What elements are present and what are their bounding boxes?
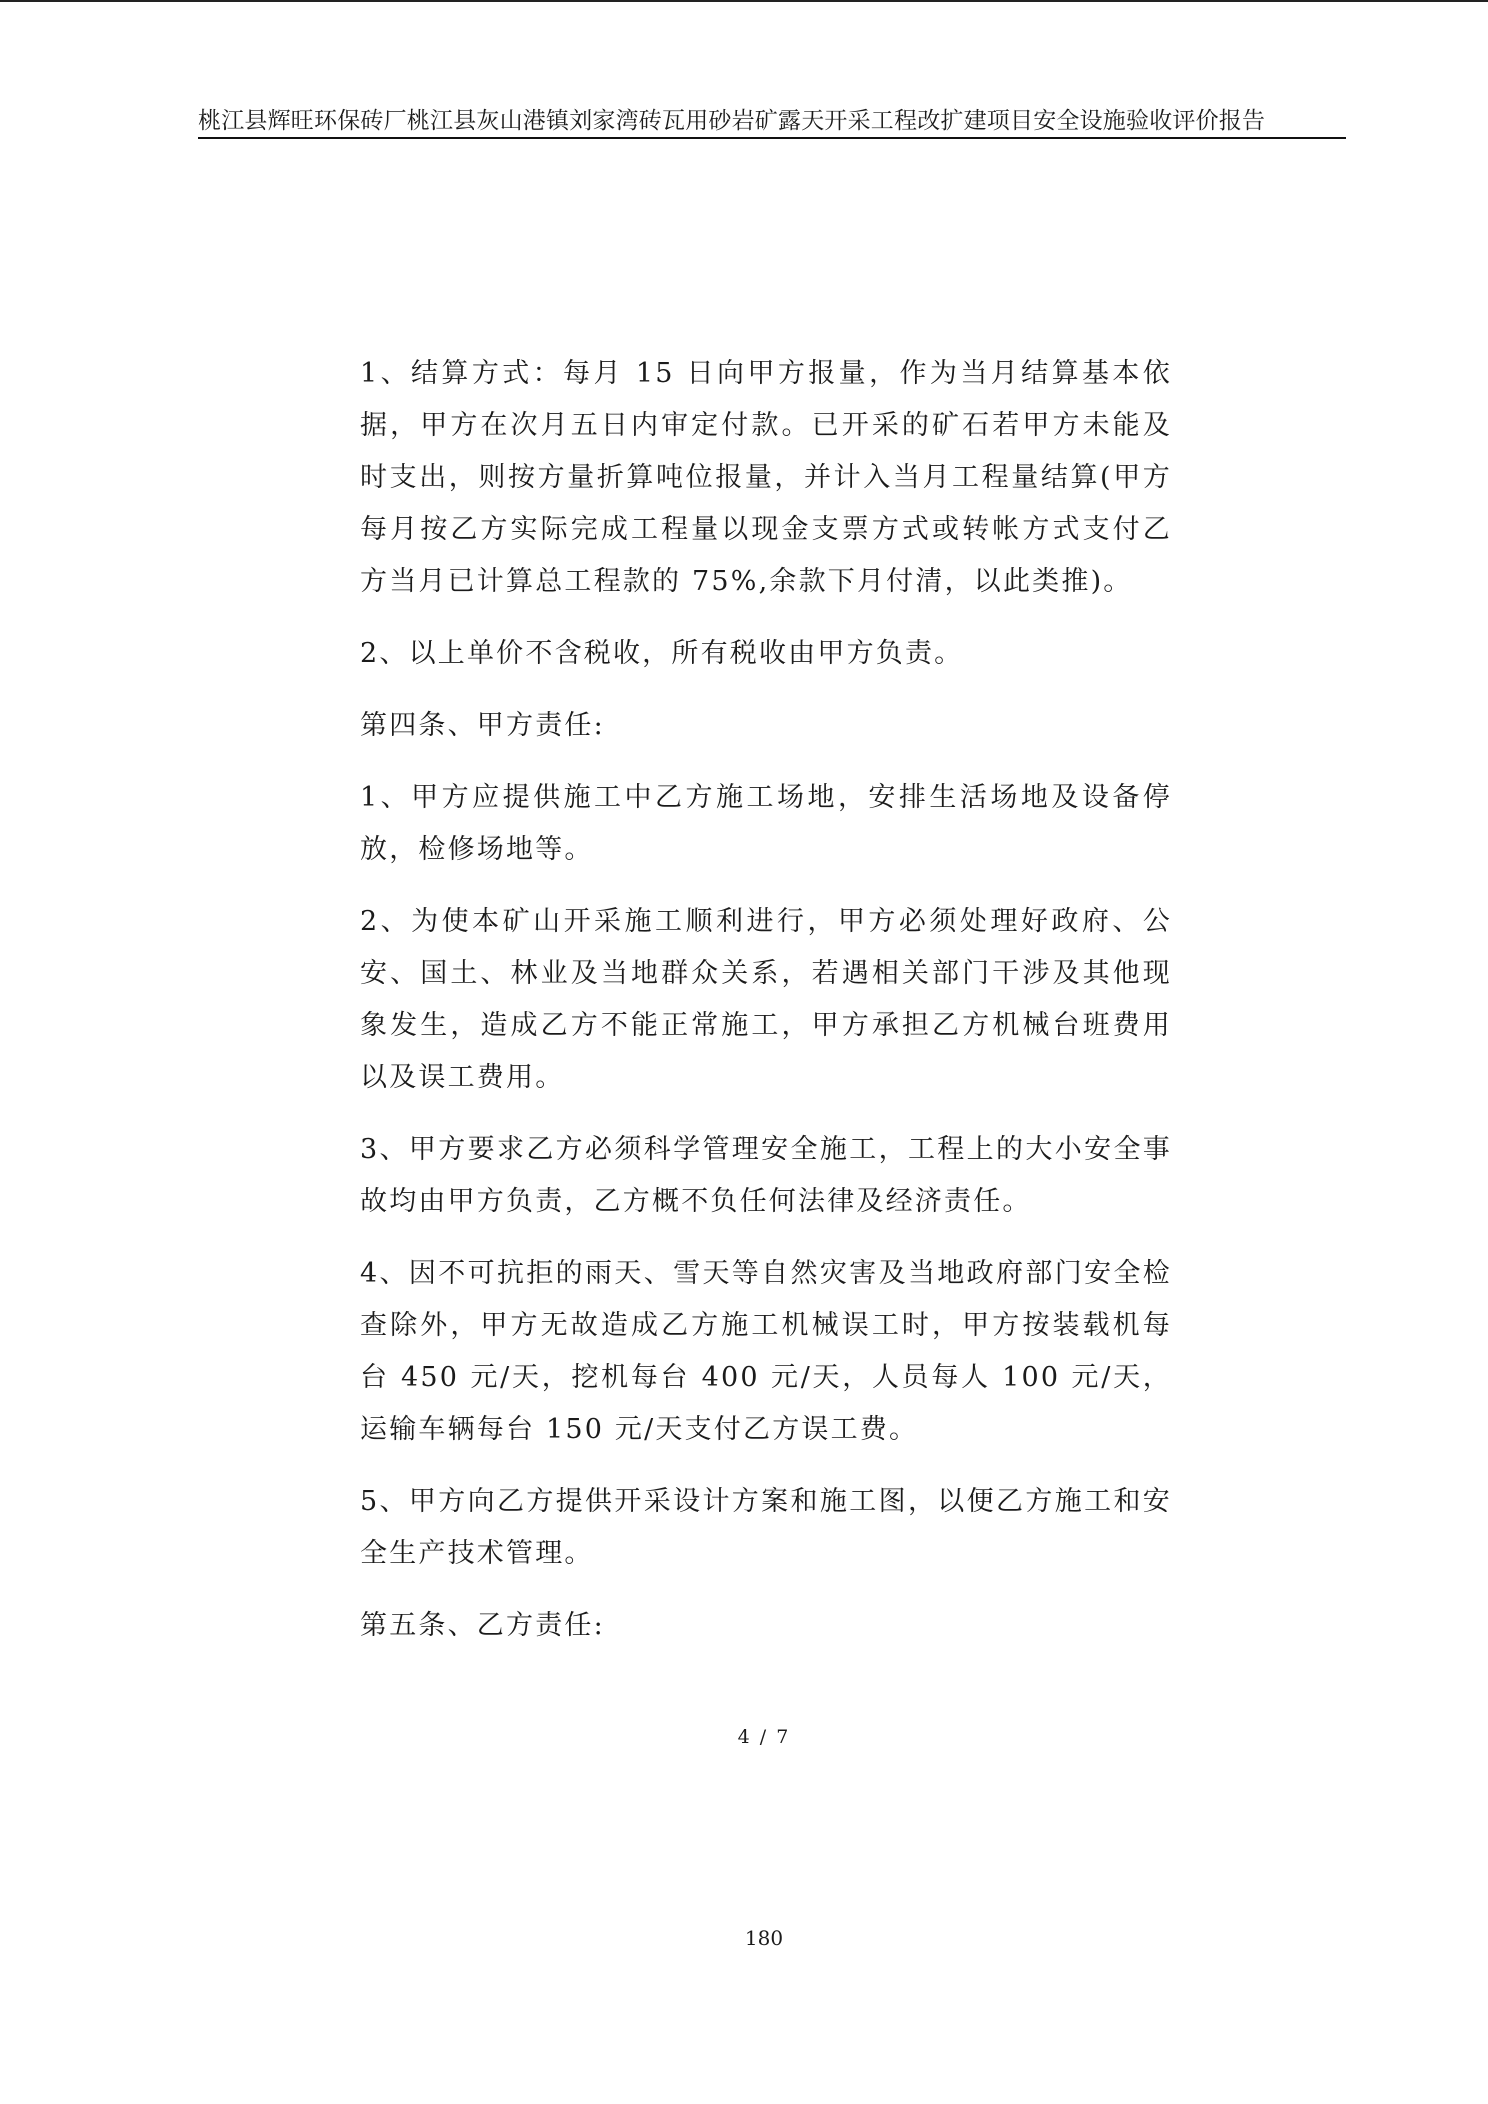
header-rule [198, 137, 1346, 139]
running-header-title: 桃江县辉旺环保砖厂桃江县灰山港镇刘家湾砖瓦用砂岩矿露天开采工程改扩建项目安全设施验收评价报告 [198, 108, 1266, 134]
report-page-number: 180 [744, 1926, 784, 1950]
page-top-border [0, 0, 1488, 2]
party-a-duty-2: 2、为使本矿山开采施工顺利进行，甲方必须处理好政府、公安、国土、林业及当地群众关系，若遇相关部门干涉及其他现象发生，造成乙方不能正常施工，甲方承担乙方机械台班费用以及误工费用。 [360, 906, 1172, 1093]
contract-page-number: 4 / 7 [737, 1726, 791, 1748]
party-a-duty-3: 3、甲方要求乙方必须科学管理安全施工，工程上的大小安全事故均由甲方负责，乙方概不负任何法律及经济责任。 [360, 1134, 1172, 1217]
article-four-heading: 第四条、甲方责任: [360, 710, 605, 741]
party-a-duty-1: 1、甲方应提供施工中乙方施工场地，安排生活场地及设备停放，检修场地等。 [360, 782, 1172, 865]
party-a-duty-4: 4、因不可抗拒的雨天、雪天等自然灾害及当地政府部门安全检查除外，甲方无故造成乙方施工机械误工时，甲方按装载机每台 450 元/天，挖机每台 400 元/天，人员每人 100 元/天，运输车辆每台 150 元/天支付乙方误工费。 [360, 1258, 1172, 1445]
article-five-heading: 第五条、乙方责任: [360, 1610, 605, 1641]
contract-body [360, 348, 1172, 1672]
clause-tax: 2、以上单价不含税收，所有税收由甲方负责。 [360, 638, 964, 669]
party-a-duty-5: 5、甲方向乙方提供开采设计方案和施工图，以便乙方施工和安全生产技术管理。 [360, 1486, 1172, 1569]
clause-settlement-method: 1、结算方式：每月 15 日向甲方报量，作为当月结算基本依据，甲方在次月五日内审定付款。已开采的矿石若甲方未能及时支出，则按方量折算吨位报量，并计入当月工程量结算(甲方每月按乙方实际完成工程量以现金支票方式或转帐方式支付乙方当月已计算总工程款的 75%,余款下月付清，以此类推)。 [360, 358, 1172, 597]
